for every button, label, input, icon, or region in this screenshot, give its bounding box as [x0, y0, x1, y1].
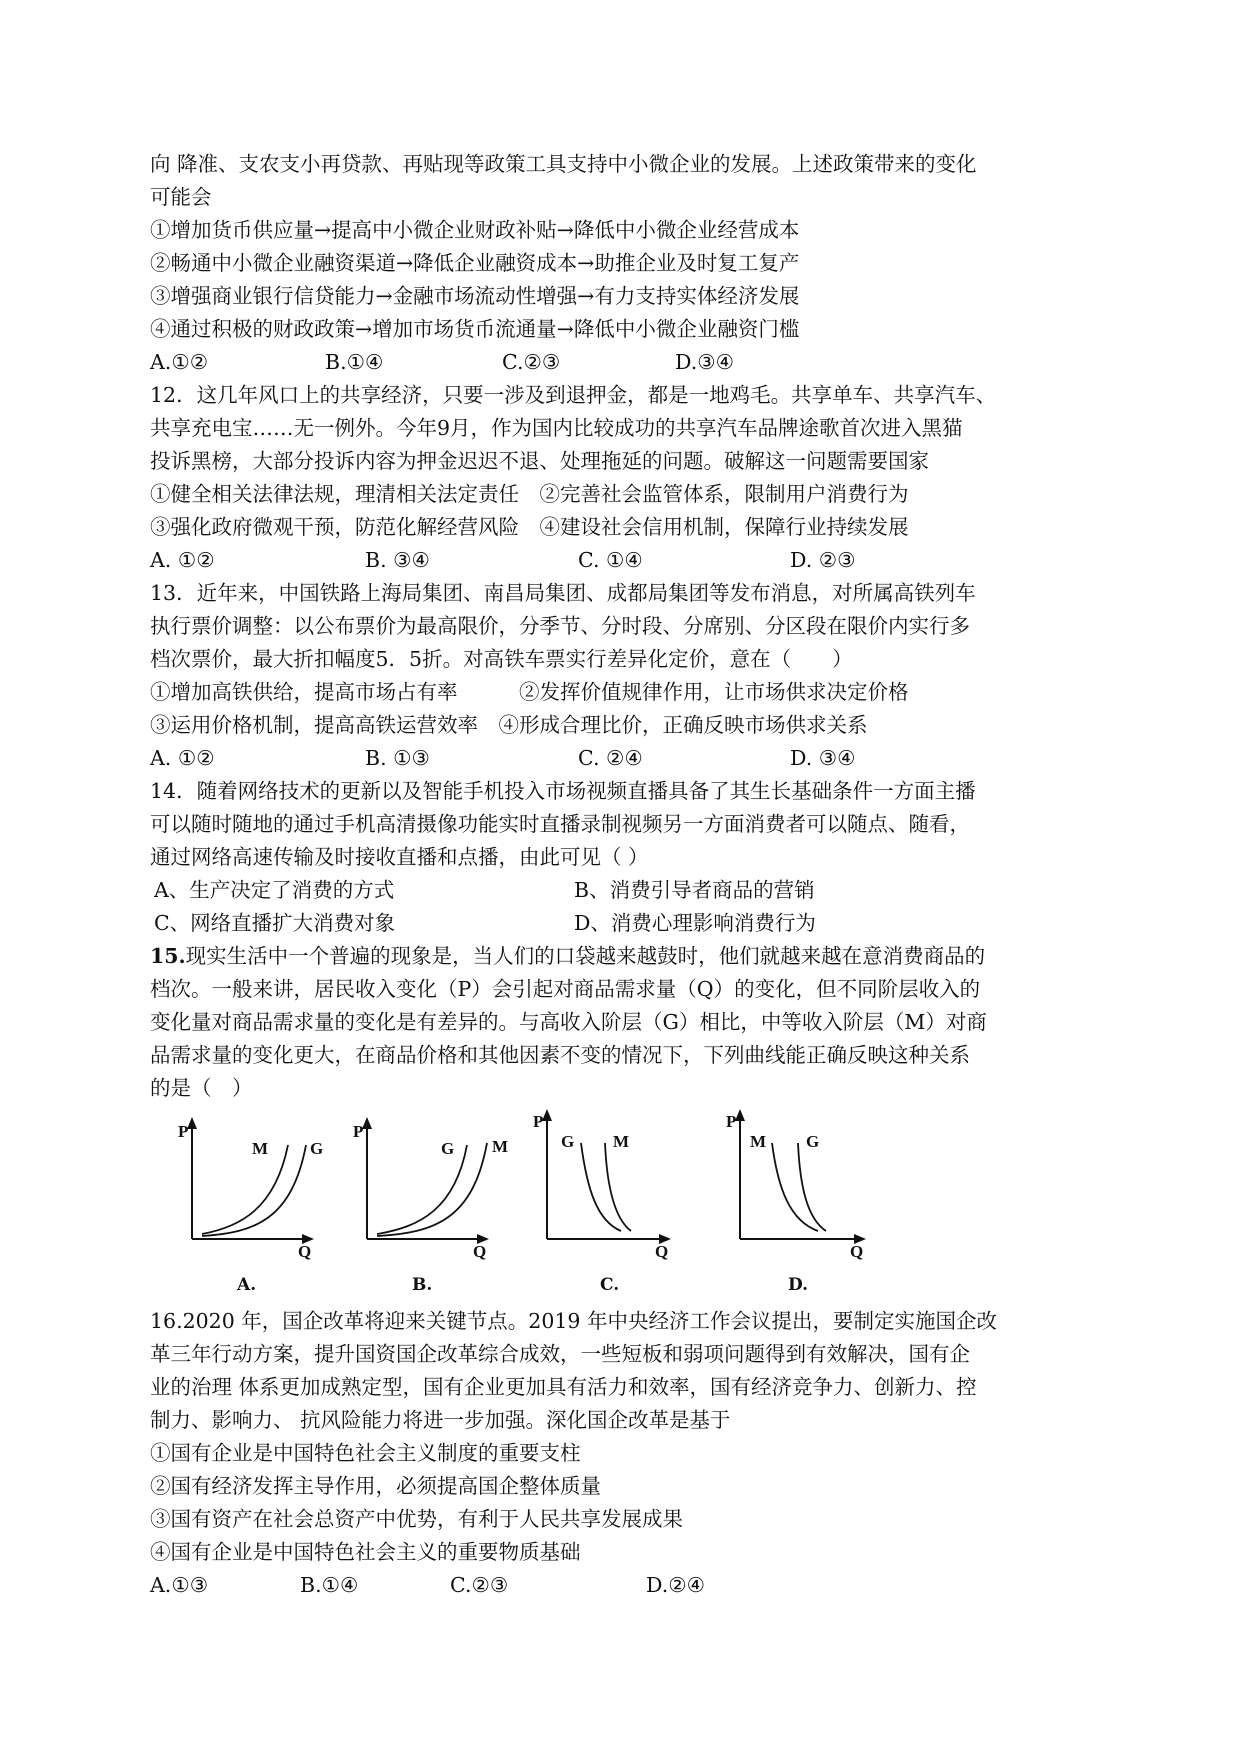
question-stem-line: 的是（ ）: [150, 1076, 253, 1100]
answer-option-a: A.①②: [150, 350, 209, 374]
answer-option-b: B. ①③: [365, 746, 430, 770]
question-stem-line: 可以随时随地的通过手机高清摄像功能实时直播录制视频另一方面消费者可以随点、随看，: [150, 812, 970, 836]
y-arrow: [735, 1109, 745, 1121]
curve-g: [377, 1145, 467, 1234]
answer-option-b: B.①④: [325, 350, 384, 374]
figure-label-a: A.: [237, 1275, 257, 1295]
curve-label-m: M: [492, 1137, 509, 1156]
answer-option-c: C、网络直播扩大消费对象: [154, 911, 396, 935]
question-stem-line: 14．随着网络技术的更新以及智能手机投入市场视频直播具备了其生长基础条件一方面主播: [150, 779, 976, 803]
graph-b-svg: [355, 1109, 555, 1269]
figure-b: [355, 1109, 555, 1305]
question-stem-line: 革三年行动方案，提升国资国企改革综合成效，一些短板和弱项问题得到有效解决，国有企: [150, 1342, 970, 1366]
statement-item: ③增强商业银行信贷能力→金融市场流动性增强→有力支持实体经济发展: [150, 284, 800, 308]
y-arrow: [362, 1117, 372, 1129]
question-12: [150, 379, 1080, 577]
question-stem-line: 共享充电宝……无一例外。今年9月，作为国内比较成功的共享汽车品牌途歌首次进入黑猫: [150, 416, 963, 440]
answer-option-a: A.①③: [150, 1573, 209, 1597]
figure-label-d: D.: [788, 1275, 809, 1295]
statement-item: ①增加高铁供给，提高市场占有率 ②发挥价值规律作用，让市场供求决定价格: [150, 680, 909, 704]
figure-label-c: C.: [600, 1275, 620, 1295]
curve-g: [581, 1143, 621, 1231]
question-stem-line: 向 降准、支农支小再贷款、再贴现等政策工具支持中小微企业的发展。上述政策带来的变化: [150, 152, 977, 176]
answer-options: [150, 874, 1080, 907]
curve-m: [202, 1145, 288, 1234]
curve-label-m: M: [613, 1132, 630, 1151]
question-number: 15.: [150, 944, 186, 968]
question-stem-line: 档次票价，最大折扣幅度5．5折。对高铁车票实行差异化定价，意在（ ）: [150, 647, 853, 671]
question-stem-line: 业的治理 体系更加成熟定型，国有企业更加具有活力和效率，国有经济竞争力、创新力、控: [150, 1375, 977, 1399]
answer-option-a: A. ①②: [150, 548, 215, 572]
statement-item: ④国有企业是中国特色社会主义的重要物质基础: [150, 1540, 581, 1564]
answer-options: [150, 346, 1080, 379]
statement-item: ②国有经济发挥主导作用，必须提高国企整体质量: [150, 1474, 601, 1498]
question-stem-line: 12．这几年风口上的共享经济，只要一涉及到退押金，都是一地鸡毛。共享单车、共享汽车、: [150, 383, 997, 407]
question-stem-line: 通过网络高速传输及时接收直播和点播，由此可见（ ）: [150, 845, 649, 869]
answer-option-a: A、生产决定了消费的方式: [154, 878, 395, 902]
curve-label-m: M: [750, 1132, 767, 1151]
question-stem-line: 制力、影响力、 抗风险能力将进一步加强。深化国企改革是基于: [150, 1408, 731, 1432]
curve-label-m: M: [252, 1139, 269, 1158]
statement-item: ③强化政府微观干预，防范化解经营风险 ④建设社会信用机制，保障行业持续发展: [150, 515, 909, 539]
axis-p-label: P: [533, 1112, 544, 1131]
y-arrow: [542, 1109, 552, 1121]
curve-label-g: G: [806, 1132, 820, 1151]
answer-option-c: C.②③: [502, 350, 561, 374]
figure-a: [180, 1109, 380, 1305]
curve-m: [772, 1143, 818, 1231]
axis-q-label: Q: [298, 1242, 312, 1261]
answer-option-d: D. ②③: [790, 548, 856, 572]
figure-label-b: B.: [412, 1275, 433, 1295]
question-stem-line: 现实生活中一个普遍的现象是，当人们的口袋越来越鼓时，他们就越来越在意消费商品的: [185, 944, 986, 968]
figure-c: [535, 1109, 735, 1305]
statement-item: ①增加货币供应量→提高中小微企业财政补贴→降低中小微企业经营成本: [150, 218, 800, 242]
curve-figures: [150, 1109, 1080, 1305]
answer-option-d: D. ③④: [790, 746, 856, 770]
answer-option-c: C. ②④: [578, 746, 643, 770]
axis-p-label: P: [353, 1122, 364, 1141]
statement-item: ④通过积极的财政政策→增加市场货币流通量→降低中小微企业融资门槛: [150, 317, 800, 341]
statement-item: ②畅通中小微企业融资渠道→降低企业融资成本→助推企业及时复工复产: [150, 251, 800, 275]
question-stem-line: 投诉黑榜，大部分投诉内容为押金迟迟不退、处理拖延的问题。破解这一问题需要国家: [150, 449, 929, 473]
axis-q-label: Q: [473, 1242, 487, 1261]
answer-option-b: B. ③④: [365, 548, 430, 572]
axis-q-label: Q: [850, 1242, 864, 1261]
answer-options: [150, 907, 1080, 940]
question-14: [150, 775, 1080, 940]
answer-options: [150, 544, 1080, 577]
axis-q-label: Q: [655, 1242, 669, 1261]
question-16: [150, 1305, 1080, 1602]
graph-d-svg: [728, 1109, 928, 1269]
answer-option-d: D.②④: [646, 1573, 705, 1597]
answer-options: [150, 1569, 1080, 1602]
question-stem-line: 可能会: [150, 185, 212, 209]
answer-option-b: B.①④: [300, 1573, 359, 1597]
axis-p-label: P: [178, 1122, 189, 1141]
question-stem-line: 品需求量的变化更大，在商品价格和其他因素不变的情况下，下列曲线能正确反映这种关系: [150, 1043, 970, 1067]
y-arrow: [187, 1117, 197, 1129]
answer-option-d: D.③④: [675, 350, 734, 374]
graph-a-svg: [180, 1109, 380, 1269]
question-11: [150, 148, 1080, 379]
curve-m: [605, 1143, 631, 1231]
question-stem-line: 变化量对商品需求量的变化是有差异的。与高收入阶层（G）相比，中等收入阶层（M）对商: [150, 1010, 987, 1034]
question-stem-line: 13．近年来，中国铁路上海局集团、南昌局集团、成都局集团等发布消息，对所属高铁列车: [150, 581, 976, 605]
curve-label-g: G: [310, 1139, 324, 1158]
question-stem-line: 16.2020 年，国企改革将迎来关键节点。2019 年中央经济工作会议提出，要制定实施国企改: [150, 1309, 997, 1333]
graph-c-svg: [535, 1109, 735, 1269]
curve-g: [798, 1143, 826, 1231]
curve-label-g: G: [561, 1132, 575, 1151]
question-13: [150, 577, 1080, 775]
statement-item: ③国有资产在社会总资产中优势，有利于人民共享发展成果: [150, 1507, 683, 1531]
statement-item: ①健全相关法律法规，理清相关法定责任 ②完善社会监管体系，限制用户消费行为: [150, 482, 909, 506]
answer-option-d: D、消费心理影响消费行为: [574, 911, 816, 935]
figure-d: [728, 1109, 928, 1305]
statement-item: ①国有企业是中国特色社会主义制度的重要支柱: [150, 1441, 581, 1465]
answer-option-c: C.②③: [450, 1573, 509, 1597]
answer-options: [150, 742, 1080, 775]
exam-page: [150, 148, 1080, 1602]
curve-m: [377, 1143, 487, 1236]
statement-item: ③运用价格机制，提高高铁运营效率 ④形成合理比价，正确反映市场供求关系: [150, 713, 868, 737]
answer-option-b: B、消费引导者商品的营销: [574, 878, 815, 902]
curve-label-g: G: [441, 1139, 455, 1158]
answer-option-a: A. ①②: [150, 746, 215, 770]
question-stem-line: 档次。一般来讲，居民收入变化（P）会引起对商品需求量（Q）的变化，但不同阶层收入的: [150, 977, 981, 1001]
question-stem-line: 执行票价调整：以公布票价为最高限价，分季节、分时段、分席别、分区段在限价内实行多: [150, 614, 970, 638]
curve-g: [202, 1145, 306, 1236]
question-15: [150, 940, 1080, 1305]
answer-option-c: C. ①④: [578, 548, 643, 572]
axis-p-label: P: [726, 1112, 737, 1131]
